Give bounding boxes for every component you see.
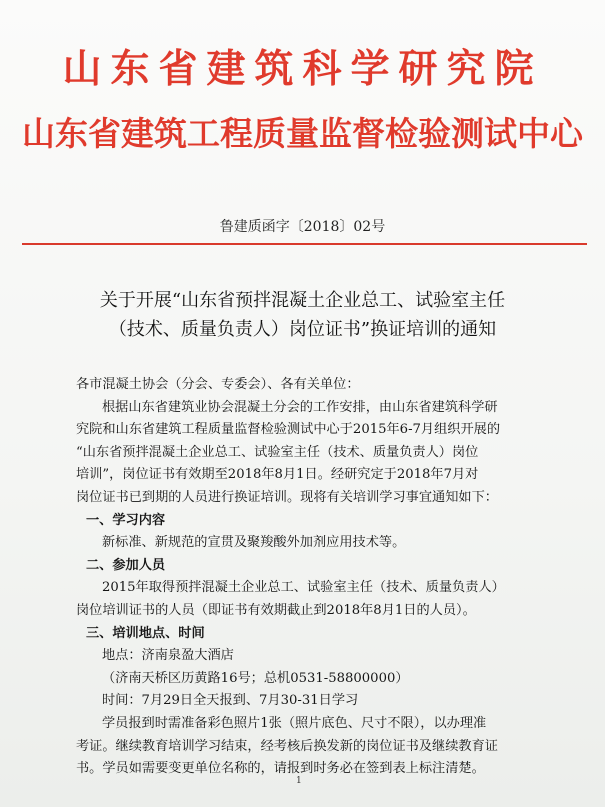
training-time: 时间：7月29日全天报到、7月30-31日学习 — [102, 693, 359, 709]
intro-line: 根据山东省建筑业协会混凝土分会的工作安排，由山东省建筑科学研 — [102, 399, 498, 415]
intro-line: “山东省预拌混凝土企业总工、试验室主任（技术、质量负责人）岗位 — [76, 444, 479, 460]
notice-body — [76, 374, 581, 781]
venue-address: （济南天桥区历黄路16号；总机0531-58800000） — [102, 670, 409, 686]
section-text-participants: 岗位培训证书的人员（即证书有效期截止到2018年8月1日的人员）。 — [76, 602, 476, 618]
notice-title-line2: （技术、质量负责人）岗位证书”换证培训的通知 — [108, 319, 497, 340]
notes-line: 学员报到时需准备彩色照片1张（照片底色、尺寸不限），以办理准 — [102, 715, 487, 731]
document-number: 鲁建质函字〔2018〕02号 — [219, 219, 386, 235]
org-name-primary: 山东省建筑科学研究院 — [62, 47, 543, 92]
intro-line: 培训”，岗位证书有效期至2018年8月1日。经研究定于2018年7月对 — [76, 467, 479, 483]
notice-title-line1: 关于开展“山东省预拌混凝土企业总工、试验室主任 — [99, 290, 506, 311]
notes-line: 考证。继续教育培训学习结束，经考核后换发新的岗位证书及继续教育证 — [76, 738, 498, 754]
venue-location: 地点：济南泉盈大酒店 — [102, 648, 234, 664]
section-text-participants: 2015年取得预拌混凝土企业总工、试验室主任（技术、质量负责人） — [102, 580, 505, 596]
notes-line: 书。学员如需要变更单位名称的，请报到时务必在签到表上标注清楚。 — [76, 761, 485, 777]
salutation: 各市混凝土协会（分会、专委会）、各有关单位： — [76, 377, 360, 392]
section-text-content: 新标准、新规范的宣贯及聚羧酸外加剂应用技术等。 — [102, 535, 406, 551]
section-heading-content: 一、学习内容 — [86, 512, 166, 528]
red-divider — [22, 243, 587, 245]
section-heading-participants: 二、参加人员 — [86, 557, 166, 573]
intro-line: 究院和山东省建筑工程质量监督检验测试中心于2015年6-7月组织开展的 — [76, 422, 501, 438]
intro-line: 岗位证书已到期的人员进行换证培训。现将有关培训学习事宜通知如下： — [76, 489, 498, 505]
section-heading-venue: 三、培训地点、时间 — [86, 625, 205, 641]
page-number: 1 — [296, 776, 302, 786]
org-name-secondary: 山东省建筑工程质量监督检验测试中心 — [22, 114, 583, 153]
